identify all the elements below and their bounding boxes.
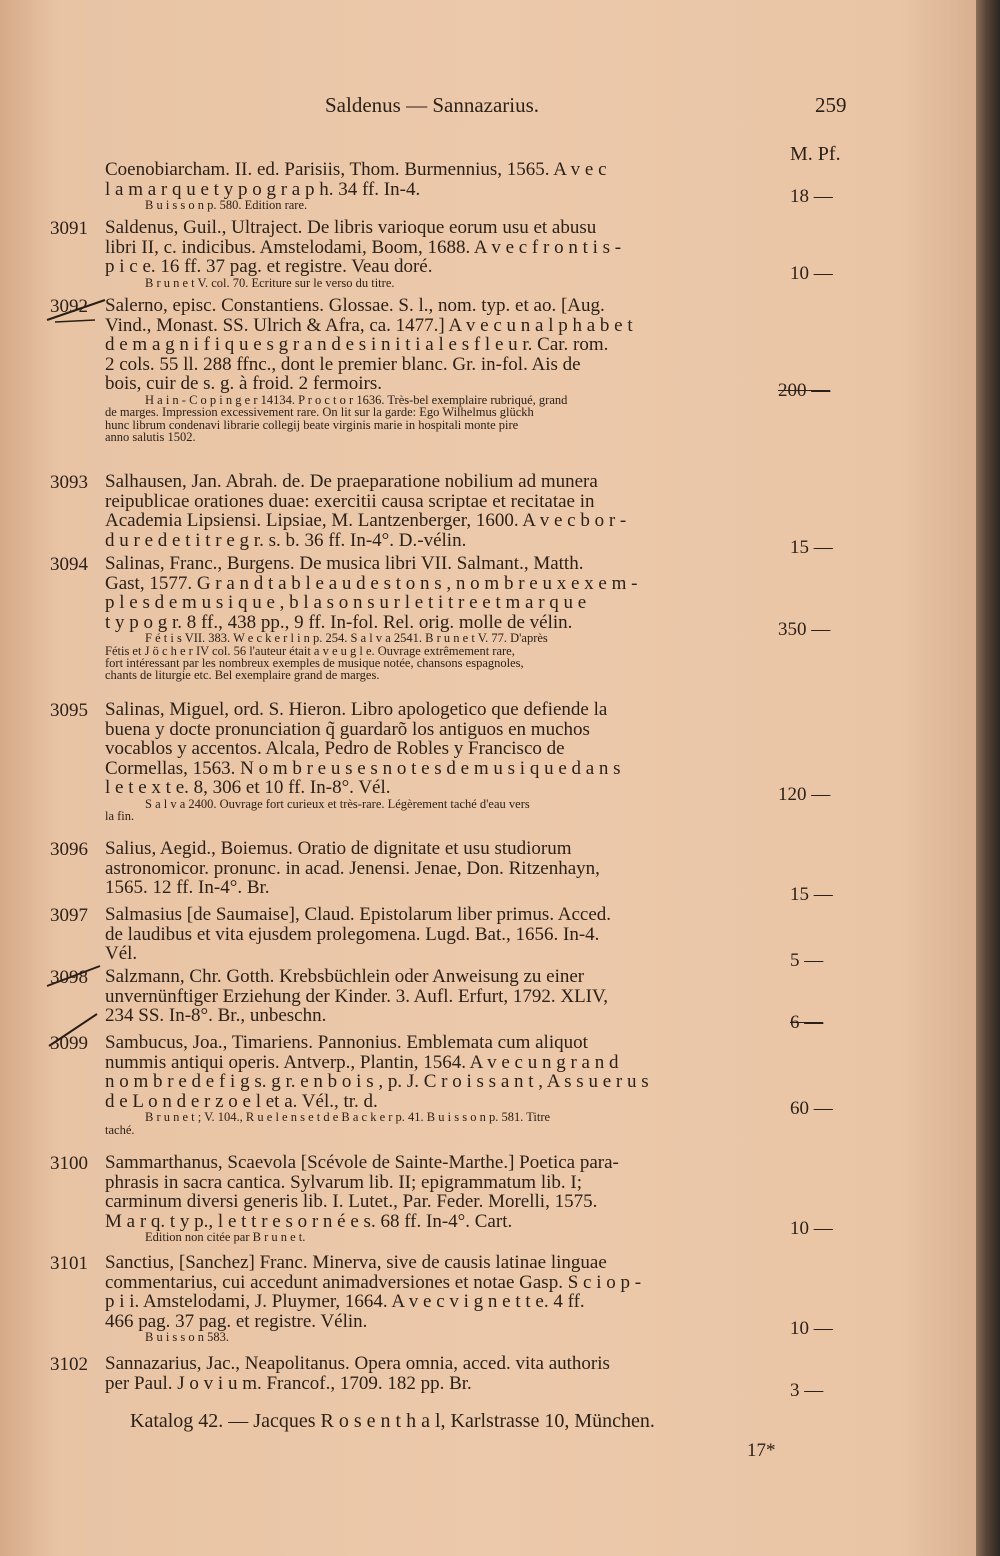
entry-line: n o m b r e d e f i g s. g r. e n b o i s , p. J. C r o i s s a n t , A s s u e r u s (105, 1071, 649, 1093)
lot-price: 200 — (778, 380, 831, 402)
entry-line: buena y docte pronunciation q̃ guardarõ los antiguos en muchos (105, 718, 590, 740)
catalog-entry (105, 554, 785, 682)
lot-number: 3098 (50, 967, 88, 988)
entry-line: Cormellas, 1563. N o m b r e u s e s n o t e s d e m u s i q u e d a n s (105, 757, 621, 779)
catalog-entry (105, 839, 785, 898)
catalog-entry (105, 472, 785, 550)
footer-imprint: Katalog 42. — Jacques R o s e n t h a l, Karlstrasse 10, München. (130, 1410, 655, 1432)
entry-line: d u r e d e t i t r e g r. s. b. 36 ff. In-4°. D.-vélin. (105, 529, 467, 551)
lot-price: 6 — (790, 1012, 824, 1034)
entry-line: libri II, c. indicibus. Amstelodami, Boom, 1688. A v e c f r o n t i s - (105, 236, 622, 258)
lot-number: 3095 (50, 700, 88, 721)
entry-note: anno salutis 1502. (105, 429, 196, 444)
lot-price: 18 — (790, 185, 833, 207)
lot-number: 3102 (50, 1354, 88, 1375)
entry-line: de laudibus et vita ejusdem prolegomena. Lugd. Bat., 1656. In-4. (105, 923, 600, 945)
entry-note: chants de liturgie etc. Bel exemplaire grand de marges. (105, 668, 380, 683)
entry-note: la fin. (105, 809, 135, 824)
entry-line: Sannazarius, Jac., Neapolitanus. Opera omnia, acced. vita authoris (105, 1353, 610, 1374)
page-number: 259 (815, 93, 847, 117)
entry-line: p l e s d e m u s i q u e , b l a s o n s u r l e t i t r e e t m a r q u e (105, 592, 587, 614)
lot-number: 3097 (50, 905, 88, 926)
entry-note: F é t i s VII. 383. W e c k e r l i n p. 254. S a l v a 2541. B r u n e t V. 77. D'après (145, 631, 548, 646)
lot-number: 3092 (50, 296, 88, 317)
entry-line: commentarius, cui accedunt animadversiones et notae Gasp. S c i o p - (105, 1271, 642, 1293)
signature-mark: 17* (747, 1440, 776, 1461)
catalog-entry (105, 1033, 785, 1136)
entry-line: Salhausen, Jan. Abrah. de. De praeparatione nobilium ad munera (105, 471, 598, 492)
catalog-entry (105, 1253, 785, 1344)
lot-price: 5 — (790, 950, 824, 972)
entry-line: p i i. Amstelodami, J. Pluymer, 1664. A v e c v i g n e t t e. 4 ff. (105, 1291, 585, 1313)
entry-line: phrasis in sacra cantica. Sylvarum lib. II; epigrammatum lib. I; (105, 1171, 582, 1193)
entry-note: Fétis et J ö c h e r IV col. 56 l'auteur était a v e u g l e. Ouvrage extrêmement rare, (105, 643, 515, 658)
lot-price: 120 — (778, 784, 831, 806)
catalog-entry (105, 1354, 785, 1393)
entry-line: Salinas, Miguel, ord. S. Hieron. Libro apologetico que defiende la (105, 699, 608, 720)
entry-note: taché. (105, 1122, 135, 1137)
entry-line: Salius, Aegid., Boiemus. Oratio de dignitate et usu studiorum (105, 838, 572, 859)
entry-line: reipublicae orationes duae: exercitii causa scriptae et recitatae in (105, 490, 595, 512)
catalog-entry (105, 905, 785, 964)
entry-note: H a i n - C o p i n g e r 14134. P r o c t o r 1636. Très-bel exemplaire rubriqué, grand (145, 392, 568, 407)
pencil-strike-3092 (45, 296, 115, 326)
entry-line: Sambucus, Joa., Timariens. Pannonius. Emblemata cum aliquot (105, 1032, 588, 1053)
entry-note: Edition non citée par B r u n e t. (145, 1230, 306, 1245)
pencil-strike-3099 (45, 1010, 105, 1050)
lot-number: 3101 (50, 1253, 88, 1274)
entry-line: 234 SS. In-8°. Br., unbeschn. (105, 1005, 327, 1027)
catalog-entry (105, 296, 785, 443)
lot-price: 15 — (790, 884, 833, 906)
catalog-entry (105, 967, 785, 1026)
entry-line: Salinas, Franc., Burgens. De musica libri VII. Salmant., Matth. (105, 553, 584, 574)
entry-line: l e t e x t e. 8, 306 et 10 ff. In-8°. Vél. (105, 777, 391, 799)
entry-line: nummis antiqui operis. Antverp., Plantin, 1564. A v e c u n g r a n d (105, 1051, 619, 1073)
entry-line: Vind., Monast. SS. Ulrich & Afra, ca. 1477.] A v e c u n a l p h a b e t (105, 314, 633, 336)
entry-line: unvernünftiger Erziehung der Kinder. 3. Aufl. Erfurt, 1792. XLIV, (105, 985, 609, 1007)
lot-price: 10 — (790, 1317, 833, 1339)
entry-note: hunc librum condenavi librarie collegij beate virginis marie in hospitali monte pire (105, 417, 519, 432)
price-unit-header: M. Pf. (790, 143, 841, 165)
book-spine-edge (976, 0, 1000, 1556)
catalog-entry (105, 1153, 785, 1244)
entry-line: carminum diversi generis lib. I. Lutet., Par. Feder. Morelli, 1575. (105, 1191, 598, 1213)
entry-note: B u i s s o n p. 580. Edition rare. (145, 198, 308, 213)
lot-number: 3093 (50, 472, 88, 493)
entry-line: astronomicor. pronunc. in acad. Jenensi. Jenae, Don. Ritzenhayn, (105, 857, 600, 879)
entry-line: p i c e. 16 ff. 37 pag. et registre. Veau doré. (105, 256, 433, 278)
entry-line: Salerno, episc. Constantiens. Glossae. S. l., nom. typ. et ao. [Aug. (105, 295, 605, 316)
lot-number: 3100 (50, 1153, 88, 1174)
pencil-strike-3098 (45, 962, 105, 992)
entry-line: M a r q. t y p., l e t t r e s o r n é e s. 68 ff. In-4°. Cart. (105, 1210, 513, 1232)
catalog-entry (105, 160, 785, 211)
entry-line: 2 cols. 55 ll. 288 ffnc., dont le premier blanc. Gr. in-fol. Ais de (105, 353, 581, 375)
lot-price: 3 — (790, 1379, 824, 1401)
entry-line: t y p o g r. 8 ff., 438 pp., 9 ff. In-fol. Rel. orig. molle de vélin. (105, 611, 573, 633)
catalog-entry (105, 700, 785, 823)
lot-number: 3094 (50, 554, 88, 575)
entry-line: 1565. 12 ff. In-4°. Br. (105, 877, 270, 899)
entry-line: Saldenus, Guil., Ultraject. De libris varioque eorum usu et abusu (105, 217, 597, 238)
lot-price: 350 — (778, 618, 831, 640)
entry-line: Vél. (105, 943, 138, 965)
lot-price: 10 — (790, 263, 833, 285)
entry-note: S a l v a 2400. Ouvrage fort curieux et très-rare. Légèrement taché d'eau vers (145, 796, 530, 811)
lot-number: 3096 (50, 839, 88, 860)
entry-note: fort intéressant par les nombreux exemples de musique notée, chansons espagnoles, (105, 655, 524, 670)
entry-line: bois, cuir de s. g. à froid. 2 fermoirs. (105, 373, 383, 395)
entry-line: Gast, 1577. G r a n d t a b l e a u d e s t o n s , n o m b r e u x e x e m - (105, 572, 638, 594)
lot-price: 10 — (790, 1217, 833, 1239)
entry-note: B u i s s o n 583. (145, 1330, 230, 1345)
entry-note: B r u n e t V. col. 70. Ecriture sur le verso du titre. (145, 275, 395, 290)
entry-line: Salmasius [de Saumaise], Claud. Epistolarum liber primus. Acced. (105, 904, 612, 925)
entry-note: B r u n e t ; V. 104., R u e l e n s e t d e B a c k e r p. 41. B u i s s o n p. 581. Titre (145, 1110, 551, 1125)
entry-line: Salzmann, Chr. Gotth. Krebsbüchlein oder Anweisung zu einer (105, 966, 585, 987)
entry-note: de marges. Impression excessivement rare. On lit sur la garde: Ego Wilhelmus glückh (105, 405, 534, 420)
entry-line: vocablos y accentos. Alcala, Pedro de Robles y Francisco de (105, 738, 565, 760)
lot-price: 60 — (790, 1097, 833, 1119)
entry-line: Academia Lipsiensi. Lipsiae, M. Lantzenberger, 1600. A v e c b o r - (105, 510, 627, 532)
entry-line: per Paul. J o v i u m. Francof., 1709. 182 pp. Br. (105, 1372, 472, 1394)
lot-number: 3099 (50, 1033, 88, 1054)
catalog-entry (105, 218, 785, 289)
entry-line: Coenobiarcham. II. ed. Parisiis, Thom. Burmennius, 1565. A v e c (105, 159, 607, 180)
running-head: Saldenus — Sannazarius. (325, 93, 540, 117)
entry-line: 466 pag. 37 pag. et registre. Vélin. (105, 1310, 368, 1332)
entry-line: Sammarthanus, Scaevola [Scévole de Sainte-Marthe.] Poetica para- (105, 1152, 619, 1173)
entry-line: d e L o n d e r z o e l et a. Vél., tr. d. (105, 1090, 378, 1112)
lot-number: 3091 (50, 218, 88, 239)
lot-price: 15 — (790, 536, 833, 558)
entry-line: d e m a g n i f i q u e s g r a n d e s i n i t i a l e s f l e u r. Car. rom. (105, 334, 609, 356)
entry-line: Sanctius, [Sanchez] Franc. Minerva, sive de causis latinae linguae (105, 1252, 607, 1273)
entry-line: l a m a r q u e t y p o g r a p h. 34 ff. In-4. (105, 178, 421, 200)
